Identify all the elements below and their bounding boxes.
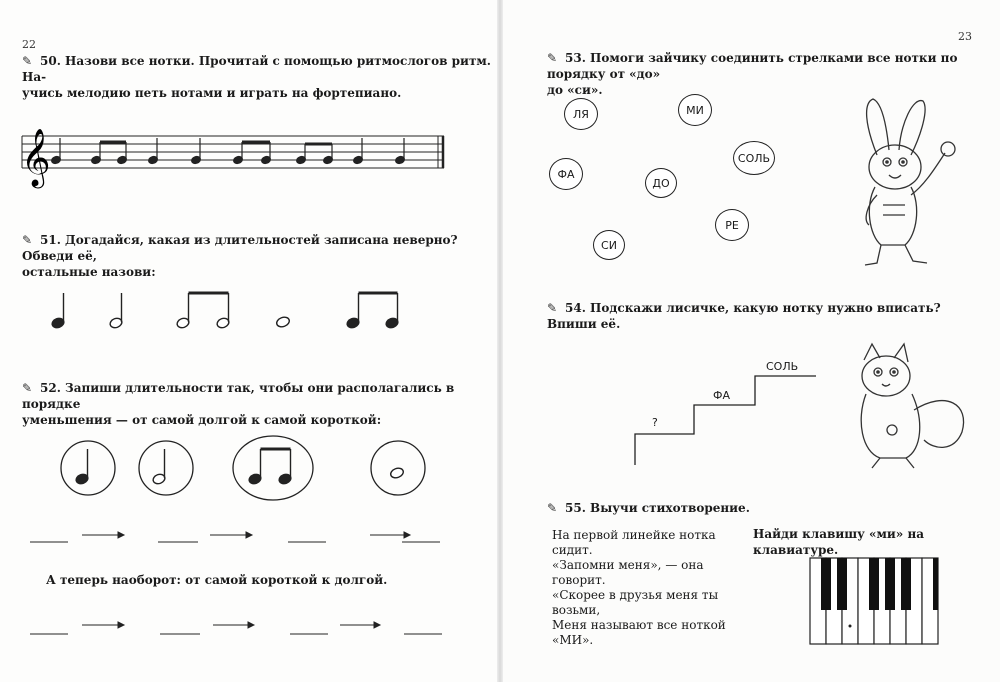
piano-keyboard: [808, 556, 940, 646]
stair-step-sol: СОЛЬ: [766, 360, 799, 373]
poem-line: «Скорее в друзья меня ты возьми,: [552, 588, 719, 617]
piano-black-key[interactable]: [885, 558, 895, 610]
pencil-icon: ✎: [22, 381, 33, 395]
task-52: ✎ 52. Запиши длительности так, чтобы они располагались в порядке уменьшения — от самой долгой к самой короткой:: [22, 381, 455, 427]
piano-black-key[interactable]: [869, 558, 879, 610]
circled-durations: [55, 435, 435, 515]
answer-line-row-2[interactable]: [30, 618, 450, 638]
task-55: ✎ 55. Выучи стихотворение.: [547, 501, 750, 515]
whole-note-icon: [275, 316, 290, 329]
poem-line: «Запомни меня», — она говорит.: [552, 558, 704, 587]
book-spine: [497, 0, 503, 682]
pencil-icon: ✎: [547, 301, 558, 315]
note-circle-do[interactable]: ДО: [645, 168, 677, 198]
task-50: ✎ 50. Назови все нотки. Прочитай с помощью ритмослогов ритм. На- учись мелодию петь нотами и играть на фортепиано.: [22, 54, 491, 100]
music-staff: [18, 126, 448, 186]
note-circle-sol[interactable]: СОЛЬ: [733, 141, 775, 175]
page-number-right: 23: [958, 30, 972, 43]
note-circle-la[interactable]: ЛЯ: [564, 98, 598, 130]
stair-step-fa: ФА: [713, 389, 730, 402]
task-54: ✎ 54. Подскажи лисичке, какую нотку нужно вписать? Впиши её.: [547, 301, 941, 331]
pencil-icon: ✎: [22, 54, 33, 68]
piano-black-key[interactable]: [821, 558, 831, 610]
note-circle-si[interactable]: СИ: [593, 230, 625, 260]
poem-line: На первой линейке нотка сидит.: [552, 528, 716, 557]
poem: [552, 528, 752, 648]
melody-notes: [51, 138, 406, 165]
piano-black-key[interactable]: [837, 558, 847, 610]
fox-illustration: [850, 340, 975, 470]
note-circle-fa[interactable]: ФА: [549, 158, 583, 190]
key-marker-dot: [849, 625, 852, 628]
note-stairs: [630, 370, 820, 470]
reverse-instruction: А теперь наоборот: от самой короткой к долгой.: [46, 573, 388, 587]
pencil-icon: ✎: [22, 233, 33, 247]
pencil-icon: ✎: [547, 51, 558, 65]
bunny-illustration: [855, 95, 970, 270]
piano-black-key[interactable]: [901, 558, 911, 610]
page-number-left: 22: [22, 38, 36, 51]
durations-row: [40, 285, 420, 335]
answer-line-row-1[interactable]: [30, 528, 450, 548]
treble-clef-icon: 𝄞: [21, 128, 51, 186]
note-circle-re[interactable]: РЕ: [715, 209, 749, 241]
stair-step-unknown[interactable]: ?: [652, 416, 658, 429]
poem-line: Меня называют все ноткой «МИ».: [552, 618, 726, 647]
piano-black-key[interactable]: [933, 558, 938, 610]
task-51: ✎ 51. Догадайся, какая из длительностей записана неверно? Обведи её, остальные назови:: [22, 233, 458, 279]
pencil-icon: ✎: [547, 501, 558, 515]
note-circle-mi[interactable]: МИ: [678, 94, 712, 126]
task-53: ✎ 53. Помоги зайчику соединить стрелками все нотки по порядку от «до» до «си».: [547, 51, 958, 97]
keyboard-task: Найди клавишу «ми» на клавиатуре.: [753, 527, 925, 557]
